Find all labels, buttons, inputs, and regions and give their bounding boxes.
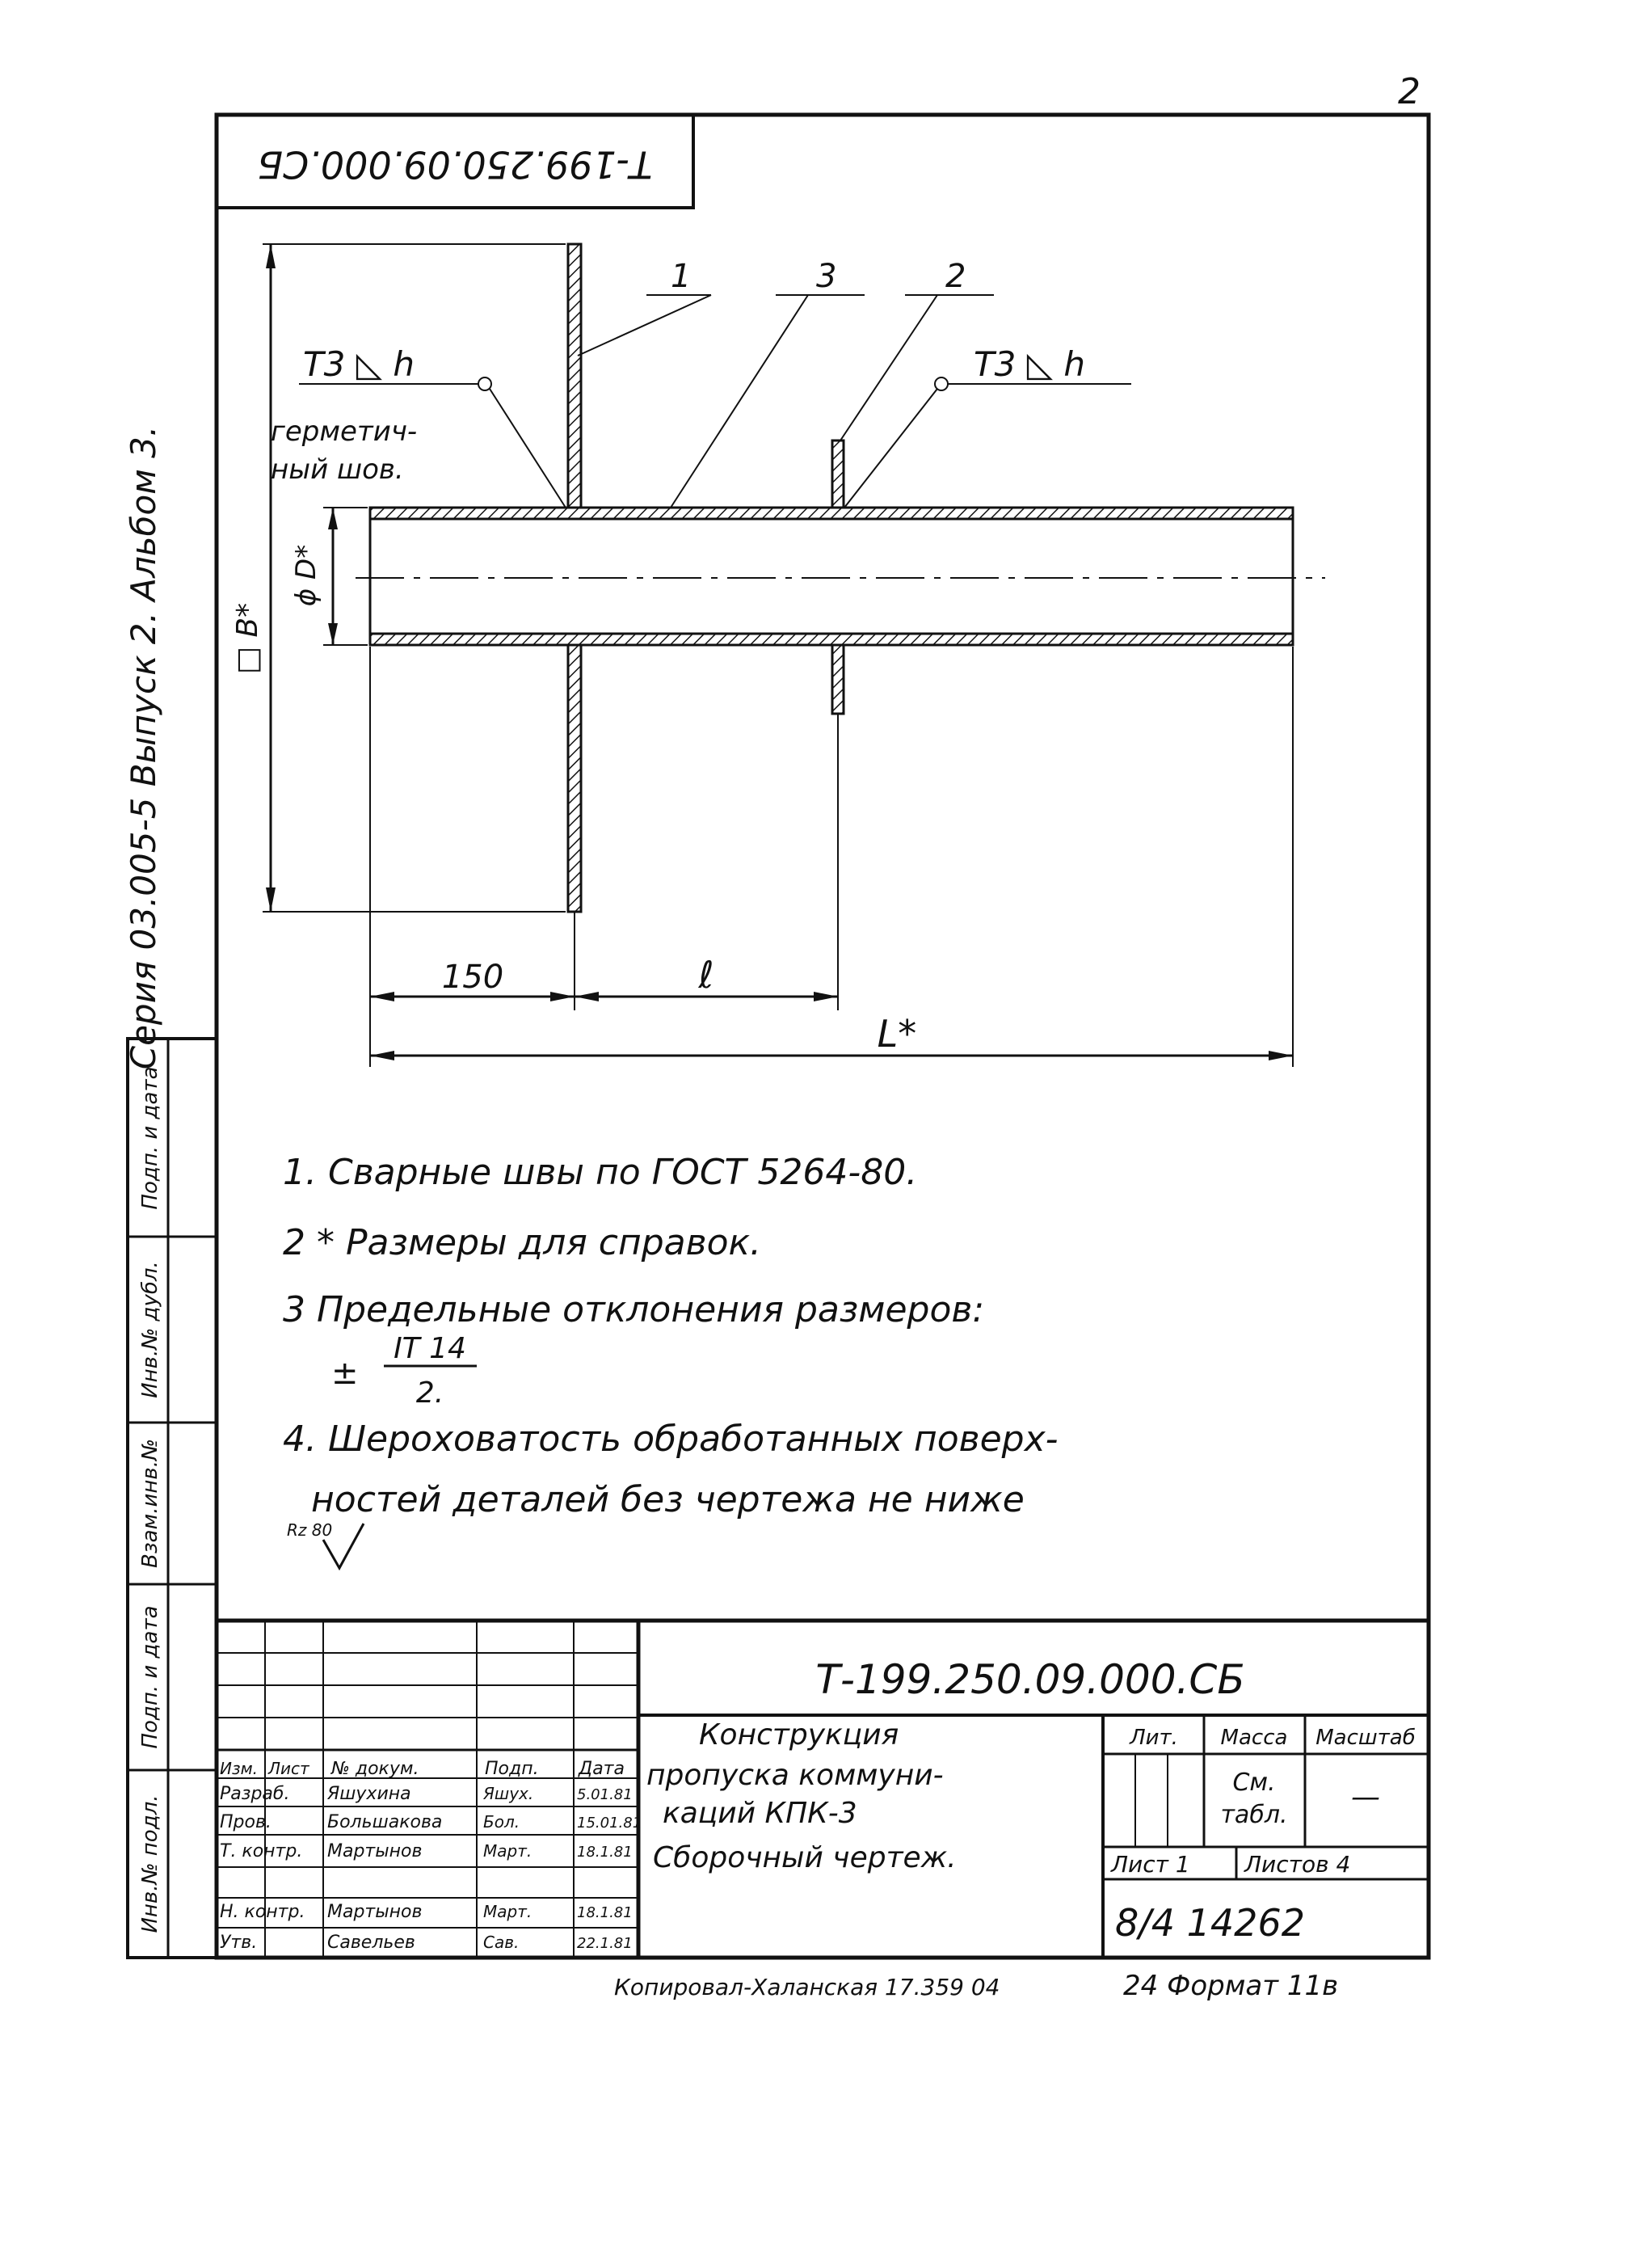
hdr-date: Дата <box>579 1759 625 1779</box>
side-series-title: Серия 03.005-5 Выпуск 2. Альбом 3. <box>124 425 163 1070</box>
hdr-doc: № докум. <box>331 1759 419 1779</box>
organization-code: 8/4 14262 <box>1115 1901 1305 1945</box>
pipe-wall-top <box>370 508 1293 519</box>
side-label-5: Инв.№ подл. <box>138 1794 162 1933</box>
tolerance-denominator: 2. <box>415 1376 444 1410</box>
callout-1: 1 <box>671 258 692 295</box>
side-label-4: Подп. и дата <box>138 1605 162 1749</box>
flange-plate-upper <box>568 244 581 508</box>
sig-sign: Март. <box>483 1902 532 1921</box>
flange-plate-lower <box>568 645 581 912</box>
footer-left: Копировал-Халанская 17.359 04 <box>614 1974 1000 2000</box>
scale-value: — <box>1351 1781 1380 1814</box>
callout-3: 3 <box>816 258 837 295</box>
sig-date: 22.1.81 <box>577 1935 633 1952</box>
title-name-line2: пропуска коммуни- <box>646 1759 944 1792</box>
sig-date: 18.1.81 <box>577 1904 633 1921</box>
scale-header: Масштаб <box>1315 1726 1416 1750</box>
side-label-3: Взам.инв.№ <box>138 1439 162 1568</box>
note-3: 3 Предельные отклонения размеров: <box>283 1289 985 1330</box>
hdr-sign: Подп. <box>485 1759 539 1779</box>
lit-header: Лит. <box>1130 1726 1178 1750</box>
roughness-label: Rz 80 <box>287 1520 333 1540</box>
note-4b: ностей деталей без чертежа не ниже <box>311 1479 1025 1520</box>
sig-name: Большакова <box>327 1812 443 1832</box>
sheet-label: Лист 1 <box>1111 1851 1190 1878</box>
sig-role: Пров. <box>220 1812 272 1832</box>
note-4a: 4. Шероховатость обработанных поверх- <box>283 1419 1059 1460</box>
weld-note-line2: ный шов. <box>271 453 404 486</box>
sig-role: Н. контр. <box>220 1902 305 1922</box>
dim-150-label: 150 <box>441 959 504 996</box>
sig-role: Разраб. <box>220 1784 290 1804</box>
sig-sign: Яшух. <box>483 1784 534 1803</box>
hdr-izm: Изм. <box>220 1759 259 1778</box>
side-label-1: Подп. и дата <box>138 1066 162 1210</box>
sig-name: Мартынов <box>327 1841 423 1861</box>
side-label-2: Инв.№ дубл. <box>138 1261 162 1398</box>
inverted-designation: Т-199.250.09.000.СБ <box>257 142 653 187</box>
sig-role: Т. контр. <box>220 1841 303 1861</box>
sig-date: 5.01.81 <box>577 1786 633 1803</box>
sig-role: Утв. <box>220 1933 258 1953</box>
title-name-line3: каций КПК-3 <box>663 1797 857 1830</box>
sig-sign: Сав. <box>483 1933 520 1952</box>
mass-value-1: См. <box>1232 1768 1276 1797</box>
sig-name: Мартынов <box>327 1902 423 1922</box>
tolerance-sign: ± <box>331 1355 359 1392</box>
mass-value-2: табл. <box>1220 1801 1288 1829</box>
sig-sign: Бол. <box>483 1812 520 1832</box>
mass-header: Масса <box>1220 1726 1288 1750</box>
sig-date: 18.1.81 <box>577 1844 633 1861</box>
sig-sign: Март. <box>483 1841 532 1861</box>
dim-l-label: ℓ <box>698 953 714 997</box>
dim-L-label: L* <box>877 1012 917 1056</box>
page-number: 2 <box>1398 71 1421 112</box>
weld-note-line1: герметич- <box>271 415 418 448</box>
note-2: 2 * Размеры для справок. <box>283 1222 762 1263</box>
weld-symbol-left: Т3 ◺ h <box>303 344 415 384</box>
title-doc-type: Сборочный чертеж. <box>653 1841 957 1874</box>
callout-2: 2 <box>945 258 966 295</box>
sig-date: 15.01.81 <box>577 1815 642 1832</box>
sig-name: Яшухина <box>327 1784 411 1804</box>
footer-right: 24 Формат 11в <box>1123 1970 1339 2002</box>
tolerance-numerator: IT 14 <box>394 1332 466 1365</box>
sig-name: Савельев <box>327 1933 415 1953</box>
weld-symbol-right: Т3 ◺ h <box>974 344 1085 384</box>
sheets-label: Листов 4 <box>1244 1851 1351 1878</box>
dim-diameter-label: ϕ D* <box>290 544 322 607</box>
pipe-wall-bottom <box>370 634 1293 645</box>
title-block-code: Т-199.250.09.000.СБ <box>815 1656 1245 1703</box>
ring-lower <box>832 645 844 714</box>
ring-upper <box>832 441 844 508</box>
title-name-line1: Конструкция <box>699 1718 899 1752</box>
dim-square-label: □ В* <box>231 602 264 675</box>
hdr-list: Лист <box>268 1759 309 1778</box>
note-1: 1. Сварные швы по ГОСТ 5264-80. <box>283 1152 918 1193</box>
